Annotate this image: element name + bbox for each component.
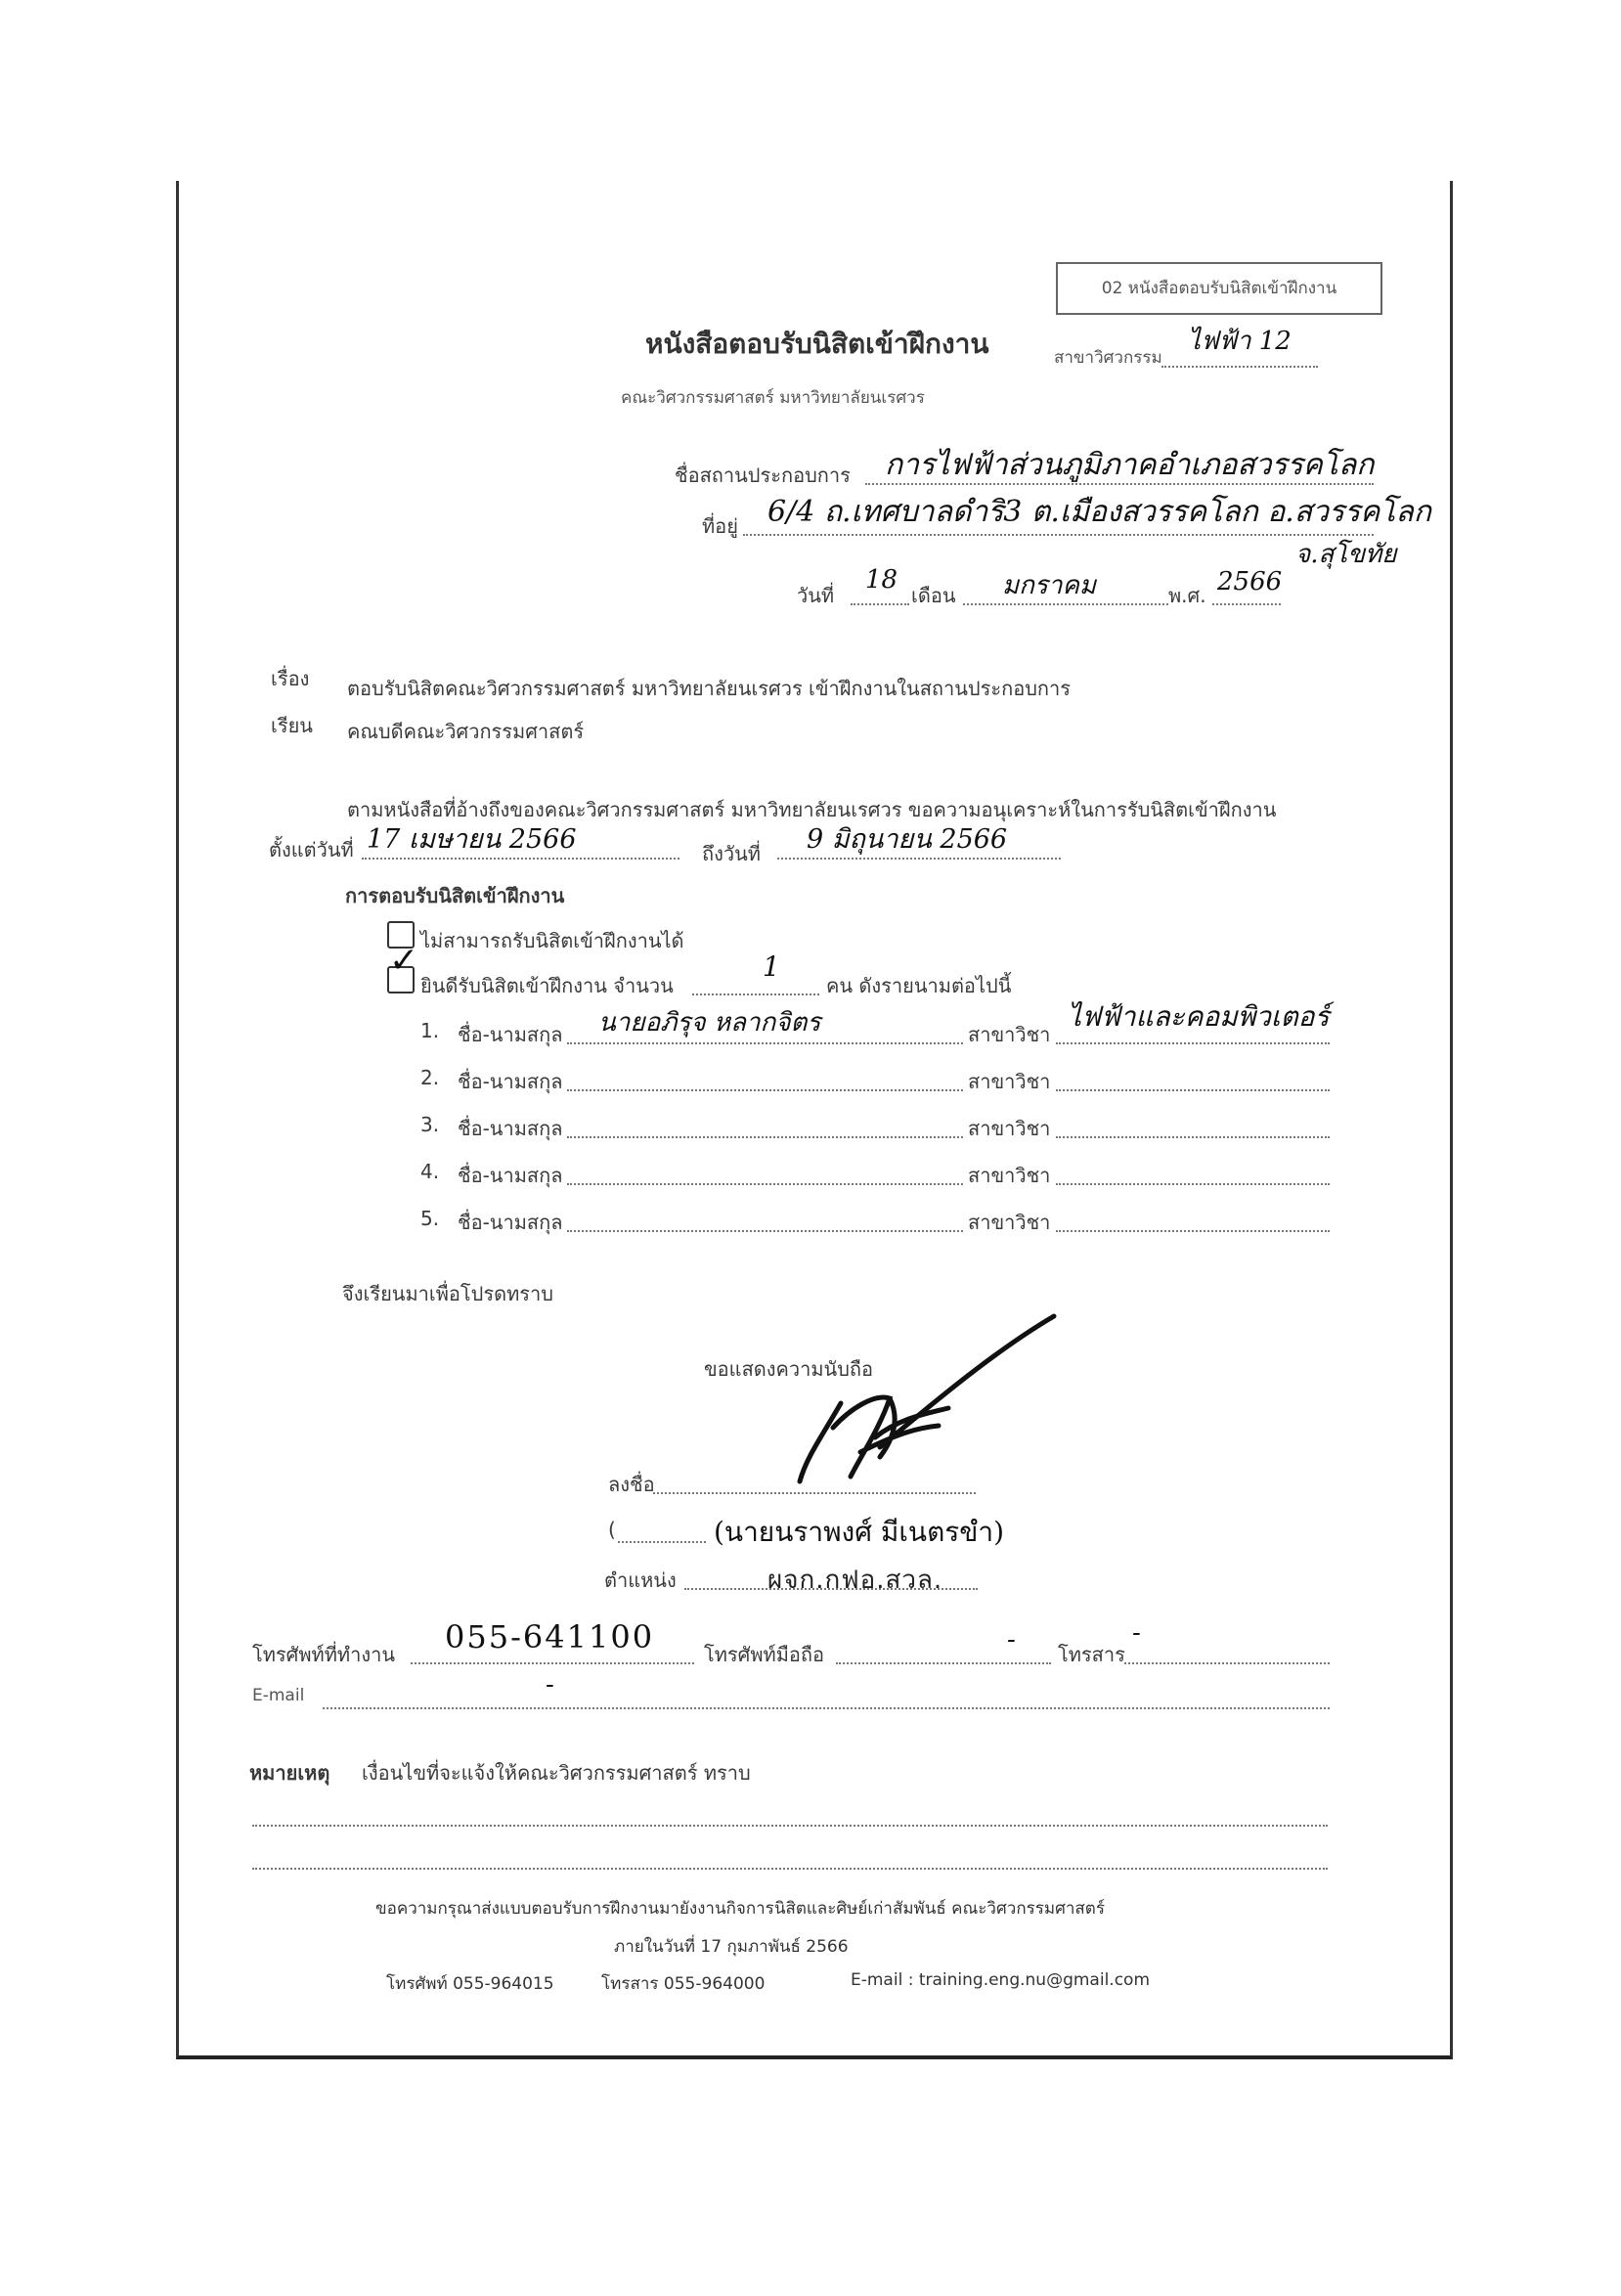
- phone-work-label: โทรศัพท์ที่ทำงาน: [252, 1643, 395, 1666]
- footer-email: E-mail : training.eng.nu@gmail.com: [851, 1970, 1150, 1990]
- closing-text: จึงเรียนมาเพื่อโปรดทราบ: [342, 1282, 553, 1305]
- accept-option-suffix: คน ดังรายนามต่อไปนี้: [826, 974, 1012, 997]
- student-major-label: สาขาวิชา: [968, 1070, 1051, 1093]
- reject-option-label: ไม่สามารถรับนิสิตเข้าฝึกงานได้: [420, 929, 684, 952]
- regards-text: ขอแสดงความนับถือ: [704, 1357, 874, 1381]
- subject-label: เรื่อง: [271, 667, 310, 690]
- fax-label: โทรสาร: [1058, 1643, 1125, 1666]
- student-major-label: สาขาวิชา: [968, 1164, 1051, 1187]
- address-value-2: จ.สุโขทัย: [1295, 540, 1397, 569]
- student-num: 1.: [420, 1019, 440, 1042]
- date-month-label: เดือน: [911, 584, 956, 607]
- to-text: คณบดีคณะวิศวกรรมศาสตร์: [347, 720, 585, 743]
- date-day-value: 18: [865, 565, 898, 595]
- address-label: ที่อยู่: [702, 514, 738, 538]
- date-year-label: พ.ศ.: [1168, 584, 1206, 607]
- note-label: หมายเหตุ: [249, 1761, 330, 1785]
- to-label: เรียน: [271, 714, 313, 737]
- acceptance-heading: การตอบรับนิสิตเข้าฝึกงาน: [345, 884, 565, 907]
- student-name-label: ชื่อ-นามสกุล: [458, 1070, 563, 1093]
- fax-value: -: [1132, 1618, 1141, 1648]
- student-name: นายอภิรุจ หลากจิตร: [598, 1008, 821, 1038]
- phone-mobile-value: -: [1007, 1625, 1016, 1655]
- signer-name: (นายนราพงศ์ มีเนตรขำ): [714, 1516, 1005, 1548]
- body-text: ตามหนังสือที่อ้างถึงของคณะวิศวกรรมศาสตร์ มหาวิทยาลัยนเรศวร ขอความอนุเคราะห์ในการรับนิสิตเข้าฝึกงาน: [347, 798, 1277, 821]
- student-num: 5.: [420, 1207, 440, 1230]
- department-label: สาขาวิศวกรรม: [1054, 348, 1162, 368]
- sign-label: ลงชื่อ: [608, 1473, 655, 1496]
- student-major-label: สาขาวิชา: [968, 1023, 1051, 1046]
- form-code-box: [1056, 262, 1382, 315]
- student-num: 4.: [420, 1160, 440, 1183]
- footer-phone: โทรศัพท์ 055-964015: [386, 1974, 554, 1994]
- to-date-value: 9 มิถุนายน 2566: [807, 824, 1008, 855]
- signature-image: [782, 1310, 1066, 1486]
- form-code: 02 หนังสือตอบรับนิสิตเข้าฝึกงาน: [1101, 279, 1337, 298]
- student-num: 3.: [420, 1113, 440, 1136]
- faculty-name: คณะวิศวกรรมศาสตร์ มหาวิทยาลัยนเรศวร: [621, 388, 925, 408]
- check-mark-icon: ✓: [389, 941, 419, 981]
- footer-line1: ขอความกรุณาส่งแบบตอบรับการฝึกงานมายังงานกิจการนิสิตและศิษย์เก่าสัมพันธ์ คณะวิศวกรรมศาสตร์: [375, 1899, 1105, 1919]
- date-year-value: 2566: [1217, 567, 1283, 596]
- student-major-label: สาขาวิชา: [968, 1211, 1051, 1234]
- footer-line2: ภายในวันที่ 17 กุมภาพันธ์ 2566: [614, 1937, 849, 1957]
- page-title: หนังสือตอบรับนิสิตเข้าฝึกงาน: [645, 328, 989, 360]
- date-day-label: วันที่: [797, 584, 835, 607]
- org-value: การไฟฟ้าส่วนภูมิภาคอำเภอสวรรคโลก: [885, 448, 1375, 482]
- student-num: 2.: [420, 1066, 440, 1089]
- org-label: ชื่อสถานประกอบการ: [675, 464, 851, 487]
- email-label: E-mail: [252, 1686, 305, 1705]
- from-date-value: 17 เมษายน 2566: [367, 824, 577, 855]
- student-name-label: ชื่อ-นามสกุล: [458, 1023, 563, 1046]
- student-name-label: ชื่อ-นามสกุล: [458, 1164, 563, 1187]
- accept-option-label: ยินดีรับนิสิตเข้าฝึกงาน จำนวน: [420, 974, 674, 997]
- paren-open: (: [608, 1518, 616, 1541]
- student-major: ไฟฟ้าและคอมพิวเตอร์: [1068, 1000, 1330, 1033]
- address-value: 6/4 ถ.เทศบาลดำริ3 ต.เมืองสวรรคโลก อ.สวรรคโลก: [767, 495, 1431, 529]
- phone-work-value: 055-641100: [445, 1618, 655, 1656]
- note-text: เงื่อนไขที่จะแจ้งให้คณะวิศวกรรมศาสตร์ ทราบ: [362, 1761, 751, 1785]
- position-value: ผจก.กฟอ.สวล.: [767, 1566, 943, 1595]
- accept-count: 1: [763, 950, 780, 983]
- subject-text: ตอบรับนิสิตคณะวิศวกรรมศาสตร์ มหาวิทยาลัยนเรศวร เข้าฝึกงานในสถานประกอบการ: [347, 677, 1072, 700]
- department-value: ไฟฟ้า 12: [1188, 327, 1292, 356]
- student-major-label: สาขาวิชา: [968, 1117, 1051, 1140]
- position-label: ตำแหน่ง: [604, 1568, 677, 1592]
- to-date-label: ถึงวันที่: [702, 842, 761, 865]
- phone-mobile-label: โทรศัพท์มือถือ: [704, 1643, 825, 1666]
- student-name-label: ชื่อ-นามสกุล: [458, 1211, 563, 1234]
- email-value: -: [546, 1670, 554, 1700]
- date-month-value: มกราคม: [1002, 571, 1096, 600]
- student-name-label: ชื่อ-นามสกุล: [458, 1117, 563, 1140]
- from-date-label: ตั้งแต่วันที่: [269, 838, 354, 861]
- footer-fax: โทรสาร 055-964000: [601, 1974, 766, 1994]
